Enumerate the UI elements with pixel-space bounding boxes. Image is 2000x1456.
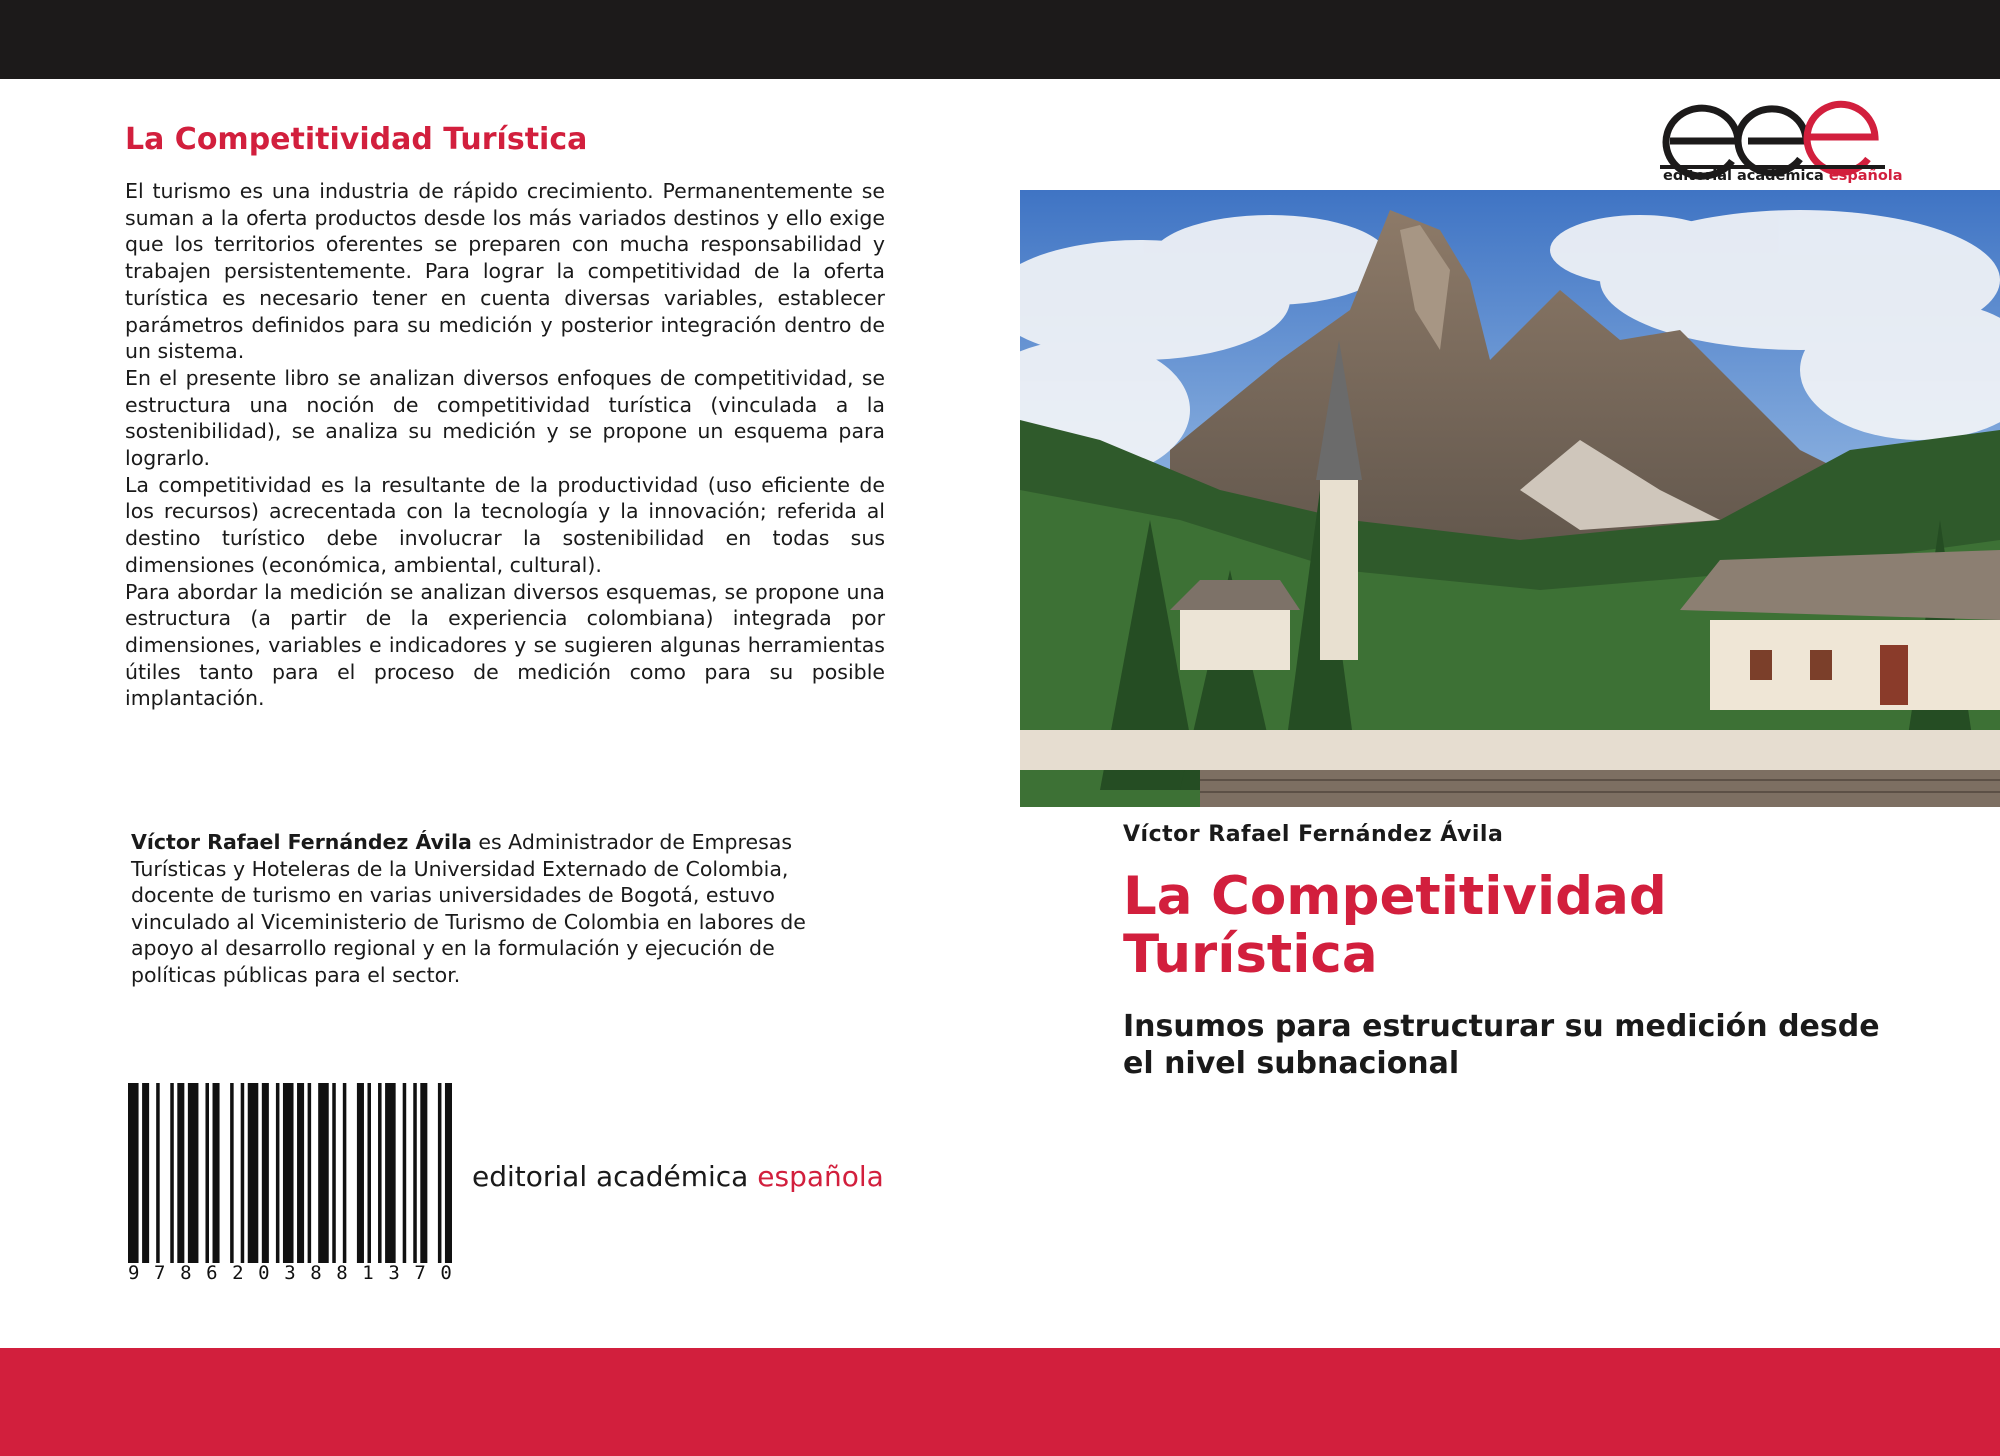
blurb-paragraph: En el presente libro se analizan diversos enfoques de competitividad, se estructura una noción de competitividad turística (vinculada a la sostenibilidad), se analiza su medición y se propone un esquema para lograrlo. [125, 365, 885, 471]
isbn-digit: 9 [128, 1262, 140, 1284]
logo-caption [1663, 168, 1903, 184]
isbn-digits [128, 1262, 452, 1284]
publisher-name-accent: española [757, 1160, 884, 1193]
isbn-digit: 7 [414, 1262, 426, 1284]
front-cover-subtitle: Insumos para estructurar su medición desde el nivel subnacional [1123, 1009, 1880, 1081]
isbn-digit: 8 [310, 1262, 322, 1284]
cover-photo-mountain-village [1020, 190, 2000, 807]
back-cover-blurb [125, 178, 885, 712]
blurb-paragraph: La competitividad es la resultante de la productividad (uso eficiente de los recursos) acrecentada con la tecnología y la innovación; referida al destino turístico debe involucrar la sostenibilidad en todas sus dimensiones (económica, ambiental, cultural). [125, 472, 885, 577]
isbn-digit: 7 [154, 1262, 166, 1284]
bottom-red-band [0, 1348, 2000, 1456]
publisher-name [472, 1160, 884, 1193]
author-bio-text: es Administrador de Empresas Turísticas y Hoteleras de la Universidad Externado de Colombia, docente de turismo en varias universidades de Bogotá, estuvo vinculado al Viceministerio de Turismo de Colombia en labores de apoyo al desarrollo regional y en la formulación y ejecución de políticas públicas para el sector. [131, 830, 806, 987]
logo-caption-accent: española [1828, 168, 1903, 184]
top-dark-band [0, 0, 2000, 79]
isbn-digit: 0 [258, 1262, 270, 1284]
isbn-digit: 0 [440, 1262, 452, 1284]
isbn-digit: 3 [388, 1262, 400, 1284]
isbn-digit: 1 [362, 1262, 374, 1284]
isbn-digit: 2 [232, 1262, 244, 1284]
blurb-paragraph: Para abordar la medición se analizan diversos esquemas, se propone una estructura (a partir de la experiencia colombiana) integrada por dimensiones, variables e indicadores y se sugieren algunas herramientas útiles tanto para el proceso de medición como para su posible implantación. [125, 579, 885, 711]
logo-caption-main: editorial académica [1663, 168, 1829, 184]
isbn-barcode [128, 1083, 452, 1283]
back-cover-title: La Competitividad Turística [125, 122, 588, 157]
author-bio-name: Víctor Rafael Fernández Ávila [131, 830, 472, 854]
isbn-digit: 8 [336, 1262, 348, 1284]
isbn-digit: 8 [180, 1262, 192, 1284]
isbn-digit: 6 [206, 1262, 218, 1284]
isbn-digit: 3 [284, 1262, 296, 1284]
author-biography [131, 829, 841, 988]
front-cover-title: La Competitividad Turística [1123, 866, 1667, 985]
blurb-paragraph: El turismo es una industria de rápido crecimiento. Permanentemente se suman a la oferta productos desde los más variados destinos y ello exige que los territorios oferentes se preparen con mucha responsabilidad y trabajen persistentemente. Para lograr la competitividad de la oferta turística es necesario tener en cuenta diversas variables, establecer parámetros definidos para su medición y posterior integración dentro de un sistema. [125, 179, 885, 364]
front-cover-author: Víctor Rafael Fernández Ávila [1123, 822, 1504, 847]
publisher-name-main: editorial académica [472, 1160, 758, 1193]
